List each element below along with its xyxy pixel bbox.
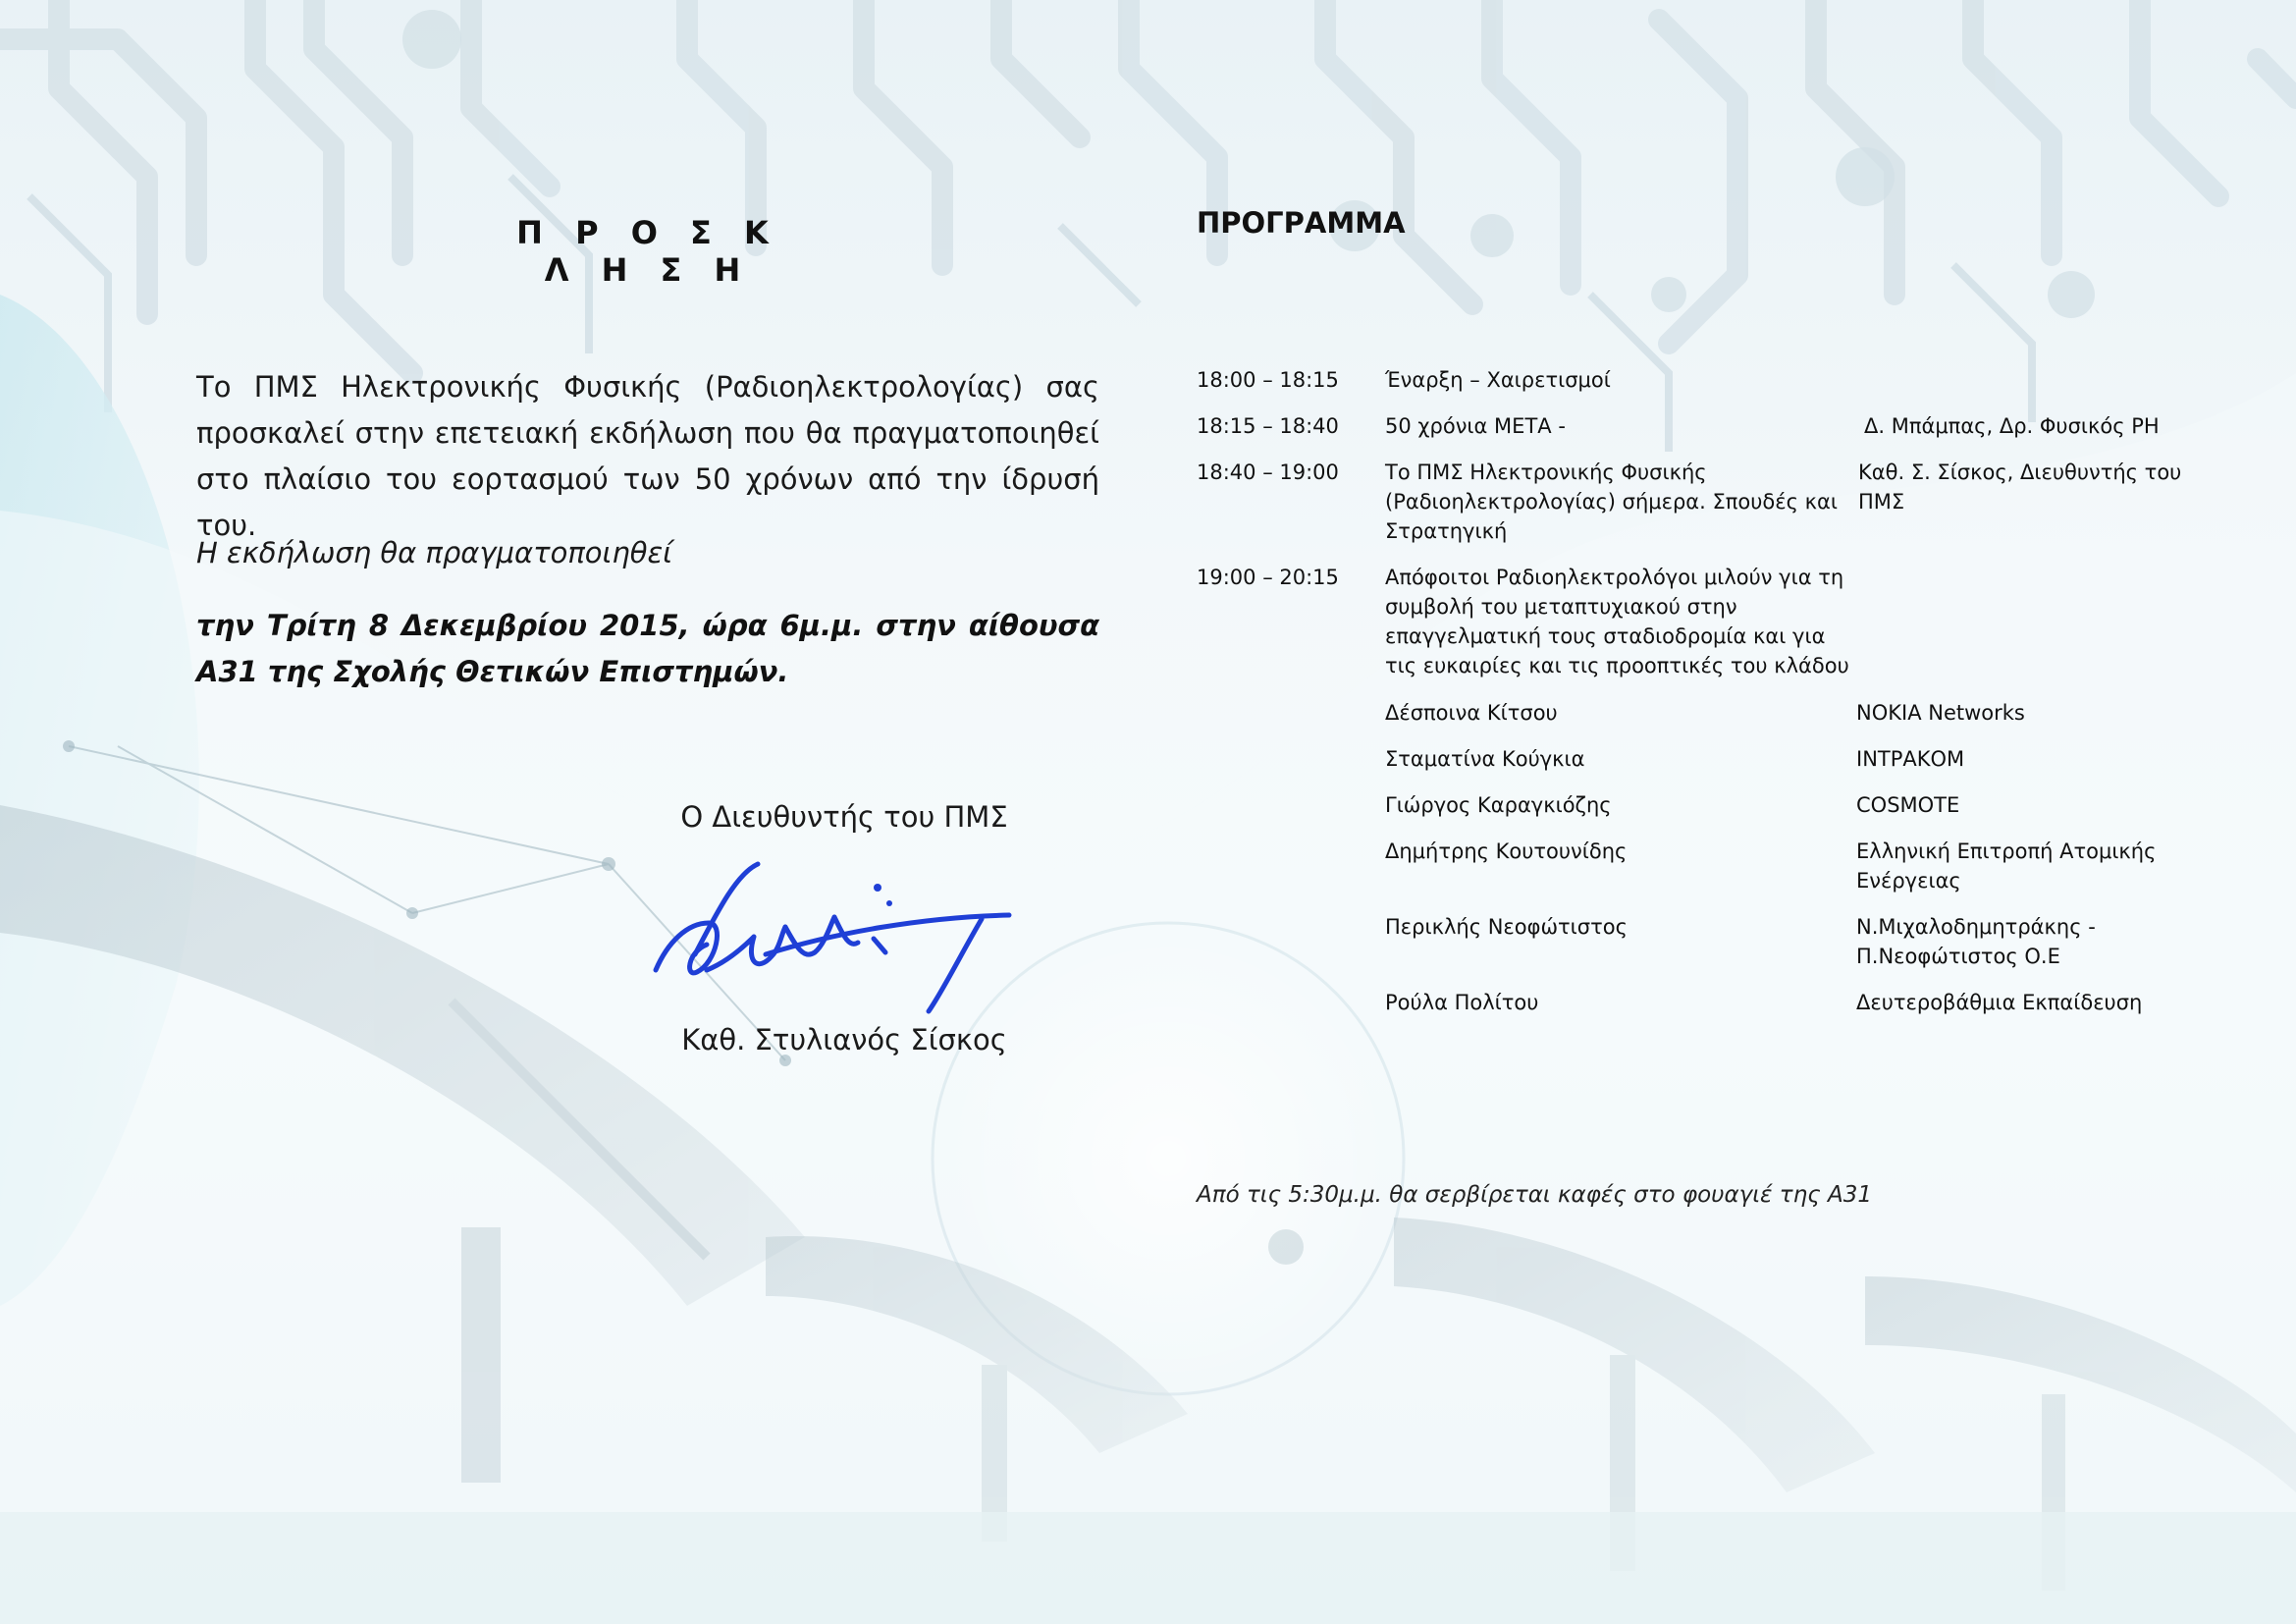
invitation-body	[196, 364, 1099, 549]
alumni-organisation: Ελληνική Επιτροπή Ατομικής Ενέργειας	[1856, 839, 2157, 893]
programme-row	[1197, 411, 2217, 441]
event-date: την Τρίτη 8 Δεκεμβρίου 2015, ώρα 6μ.μ. στην αίθουσα Α31 της Σχολής Θετικών Επιστημών.	[196, 609, 1099, 688]
session-speaker	[1856, 365, 2192, 395]
session-time: 18:15 – 18:40	[1197, 414, 1339, 438]
alumni-name: Γιώργος Καραγκιόζης	[1385, 793, 1612, 817]
director-name: Καθ. Στυλιανός Σίσκος	[681, 1023, 1007, 1056]
alumni-name: Περικλής Νεοφώτιστος	[1385, 915, 1628, 939]
alumni-name: Σταματίνα Κούγκια	[1385, 747, 1585, 771]
director-label: Ο Διευθυντής του ΠΜΣ	[680, 800, 1008, 834]
session-topic: 50 χρόνια ΜΕΤΑ -	[1385, 414, 1566, 438]
alumni-row	[1197, 744, 2217, 774]
programme-table	[1197, 365, 2217, 1034]
alumni-row	[1197, 837, 2217, 895]
alumni-organisation: ΙΝΤΡΑΚΟΜ	[1856, 747, 1965, 771]
alumni-row	[1197, 698, 2217, 728]
session-speaker: Δ. Μπάμπας, Δρ. Φυσικός ΡΗ	[1864, 414, 2160, 438]
invitation-intro: Το ΠΜΣ Ηλεκτρονικής Φυσικής (Ραδιοηλεκτρολογίας) σας προσκαλεί στην επετειακή εκδήλωση που θα πραγματοποιηθεί στο πλαίσιο του εορτασμού των 50 χρόνων από την ίδρυσή του.	[196, 370, 1099, 542]
coffee-note: Από τις 5:30μ.μ. θα σερβίρεται καφές στο φουαγιέ της Α31	[1197, 1182, 1873, 1208]
event-note: Η εκδήλωση θα πραγματοποιηθεί	[196, 536, 672, 569]
programme-row	[1197, 458, 2217, 546]
session-time: 18:40 – 19:00	[1197, 460, 1339, 484]
programme-row	[1197, 365, 2217, 395]
alumni-name: Δημήτρης Κουτουνίδης	[1385, 839, 1628, 863]
session-speaker	[1856, 563, 2192, 680]
alumni-organisation: NOKIA Networks	[1856, 701, 2025, 725]
handwritten-signature	[648, 854, 1021, 1021]
invitation-title: Π Ρ Ο Σ Κ Λ Η Σ Η	[516, 214, 779, 289]
session-speaker: Καθ. Σ. Σίσκος, Διευθυντής του ΠΜΣ	[1858, 460, 2182, 514]
alumni-name: Ρούλα Πολίτου	[1385, 991, 1539, 1014]
alumni-row	[1197, 790, 2217, 820]
alumni-row	[1197, 912, 2217, 971]
session-topic: Το ΠΜΣ Ηλεκτρονικής Φυσικής (Ραδιοηλεκτρολογίας) σήμερα. Σπουδές και Στρατηγική	[1385, 460, 1838, 543]
programme-row	[1197, 563, 2217, 680]
alumni-name: Δέσποινα Κίτσου	[1385, 701, 1558, 725]
programme-title: ΠΡΟΓΡΑΜΜΑ	[1197, 206, 1406, 240]
session-time: 19:00 – 20:15	[1197, 566, 1339, 589]
alumni-organisation: Δευτεροβάθμια Εκπαίδευση	[1856, 991, 2143, 1014]
session-time: 18:00 – 18:15	[1197, 368, 1339, 392]
alumni-row	[1197, 988, 2217, 1017]
session-topic: Απόφοιτοι Ραδιοηλεκτρολόγοι μιλούν για τη συμβολή του μεταπτυχιακού στην επαγγελματική τους σταδιοδρομία και για τις ευκαιρίες και τις προοπτικές του κλάδου	[1385, 566, 1849, 677]
alumni-organisation: COSMOTE	[1856, 793, 1960, 817]
session-topic: Έναρξη – Χαιρετισμοί	[1385, 368, 1611, 392]
alumni-organisation: Ν.Μιχαλοδημητράκης - Π.Νεοφώτιστος Ο.Ε	[1856, 915, 2096, 968]
